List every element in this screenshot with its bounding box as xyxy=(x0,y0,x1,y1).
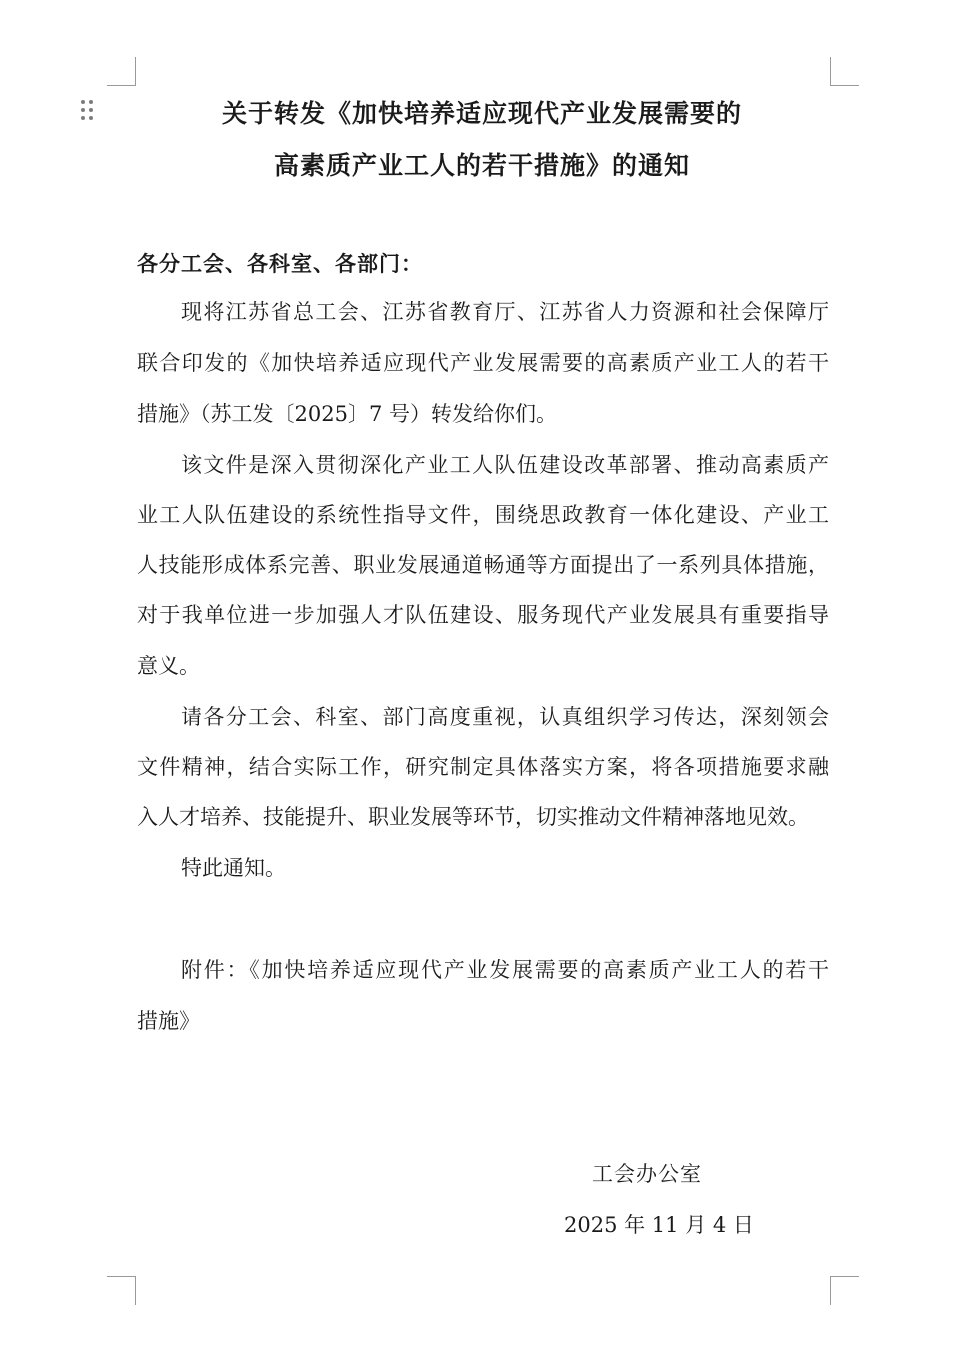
salutation: 各分工会、各科室、各部门： xyxy=(137,252,423,276)
paragraph-3-line-3: 入人才培养、技能提升、职业发展等环节，切实推动文件精神落地见效。 xyxy=(137,805,809,829)
closing-remark: 特此通知。 xyxy=(181,856,286,880)
paragraph-1-line-1: 现将江苏省总工会、江苏省教育厅、江苏省人力资源和社会保障厅 xyxy=(181,300,829,324)
paragraph-1-line-2: 联合印发的《加快培养适应现代产业发展需要的高素质产业工人的若干 xyxy=(137,351,829,375)
crop-mark-bottom-right xyxy=(830,1276,859,1305)
paragraph-3-line-2: 文件精神，结合实际工作，研究制定具体落实方案，将各项措施要求融 xyxy=(137,755,829,779)
paragraph-2-line-1: 该文件是深入贯彻深化产业工人队伍建设改革部署、推动高素质产 xyxy=(181,453,829,477)
crop-mark-top-right xyxy=(830,57,859,86)
paragraph-2-line-3: 人技能形成体系完善、职业发展通道畅通等方面提出了一系列具体措施， xyxy=(137,553,829,577)
signature-date: 2025 年 11 月 4 日 xyxy=(564,1213,754,1237)
crop-mark-bottom-left xyxy=(107,1276,136,1305)
paragraph-2-line-4: 对于我单位进一步加强人才队伍建设、服务现代产业发展具有重要指导 xyxy=(137,603,829,627)
paragraph-1-line-3: 措施》（苏工发〔2025〕7 号）转发给你们。 xyxy=(137,402,557,426)
document-title-line-2: 高素质产业工人的若干措施》的通知 xyxy=(273,151,690,180)
signature-organization: 工会办公室 xyxy=(592,1162,702,1186)
paragraph-2-line-5: 意义。 xyxy=(137,654,200,678)
paragraph-2-line-2: 业工人队伍建设的系统性指导文件，围绕思政教育一体化建设、产业工 xyxy=(137,503,829,527)
crop-mark-top-left xyxy=(107,57,136,86)
document-title-line-1: 关于转发《加快培养适应现代产业发展需要的 xyxy=(221,99,742,128)
attachment-line-1: 附件：《加快培养适应现代产业发展需要的高素质产业工人的若干 xyxy=(181,958,829,982)
paragraph-3-line-1: 请各分工会、科室、部门高度重视，认真组织学习传达，深刻领会 xyxy=(181,705,829,729)
drag-handle-icon[interactable] xyxy=(80,100,96,122)
attachment-line-2: 措施》 xyxy=(137,1009,200,1033)
